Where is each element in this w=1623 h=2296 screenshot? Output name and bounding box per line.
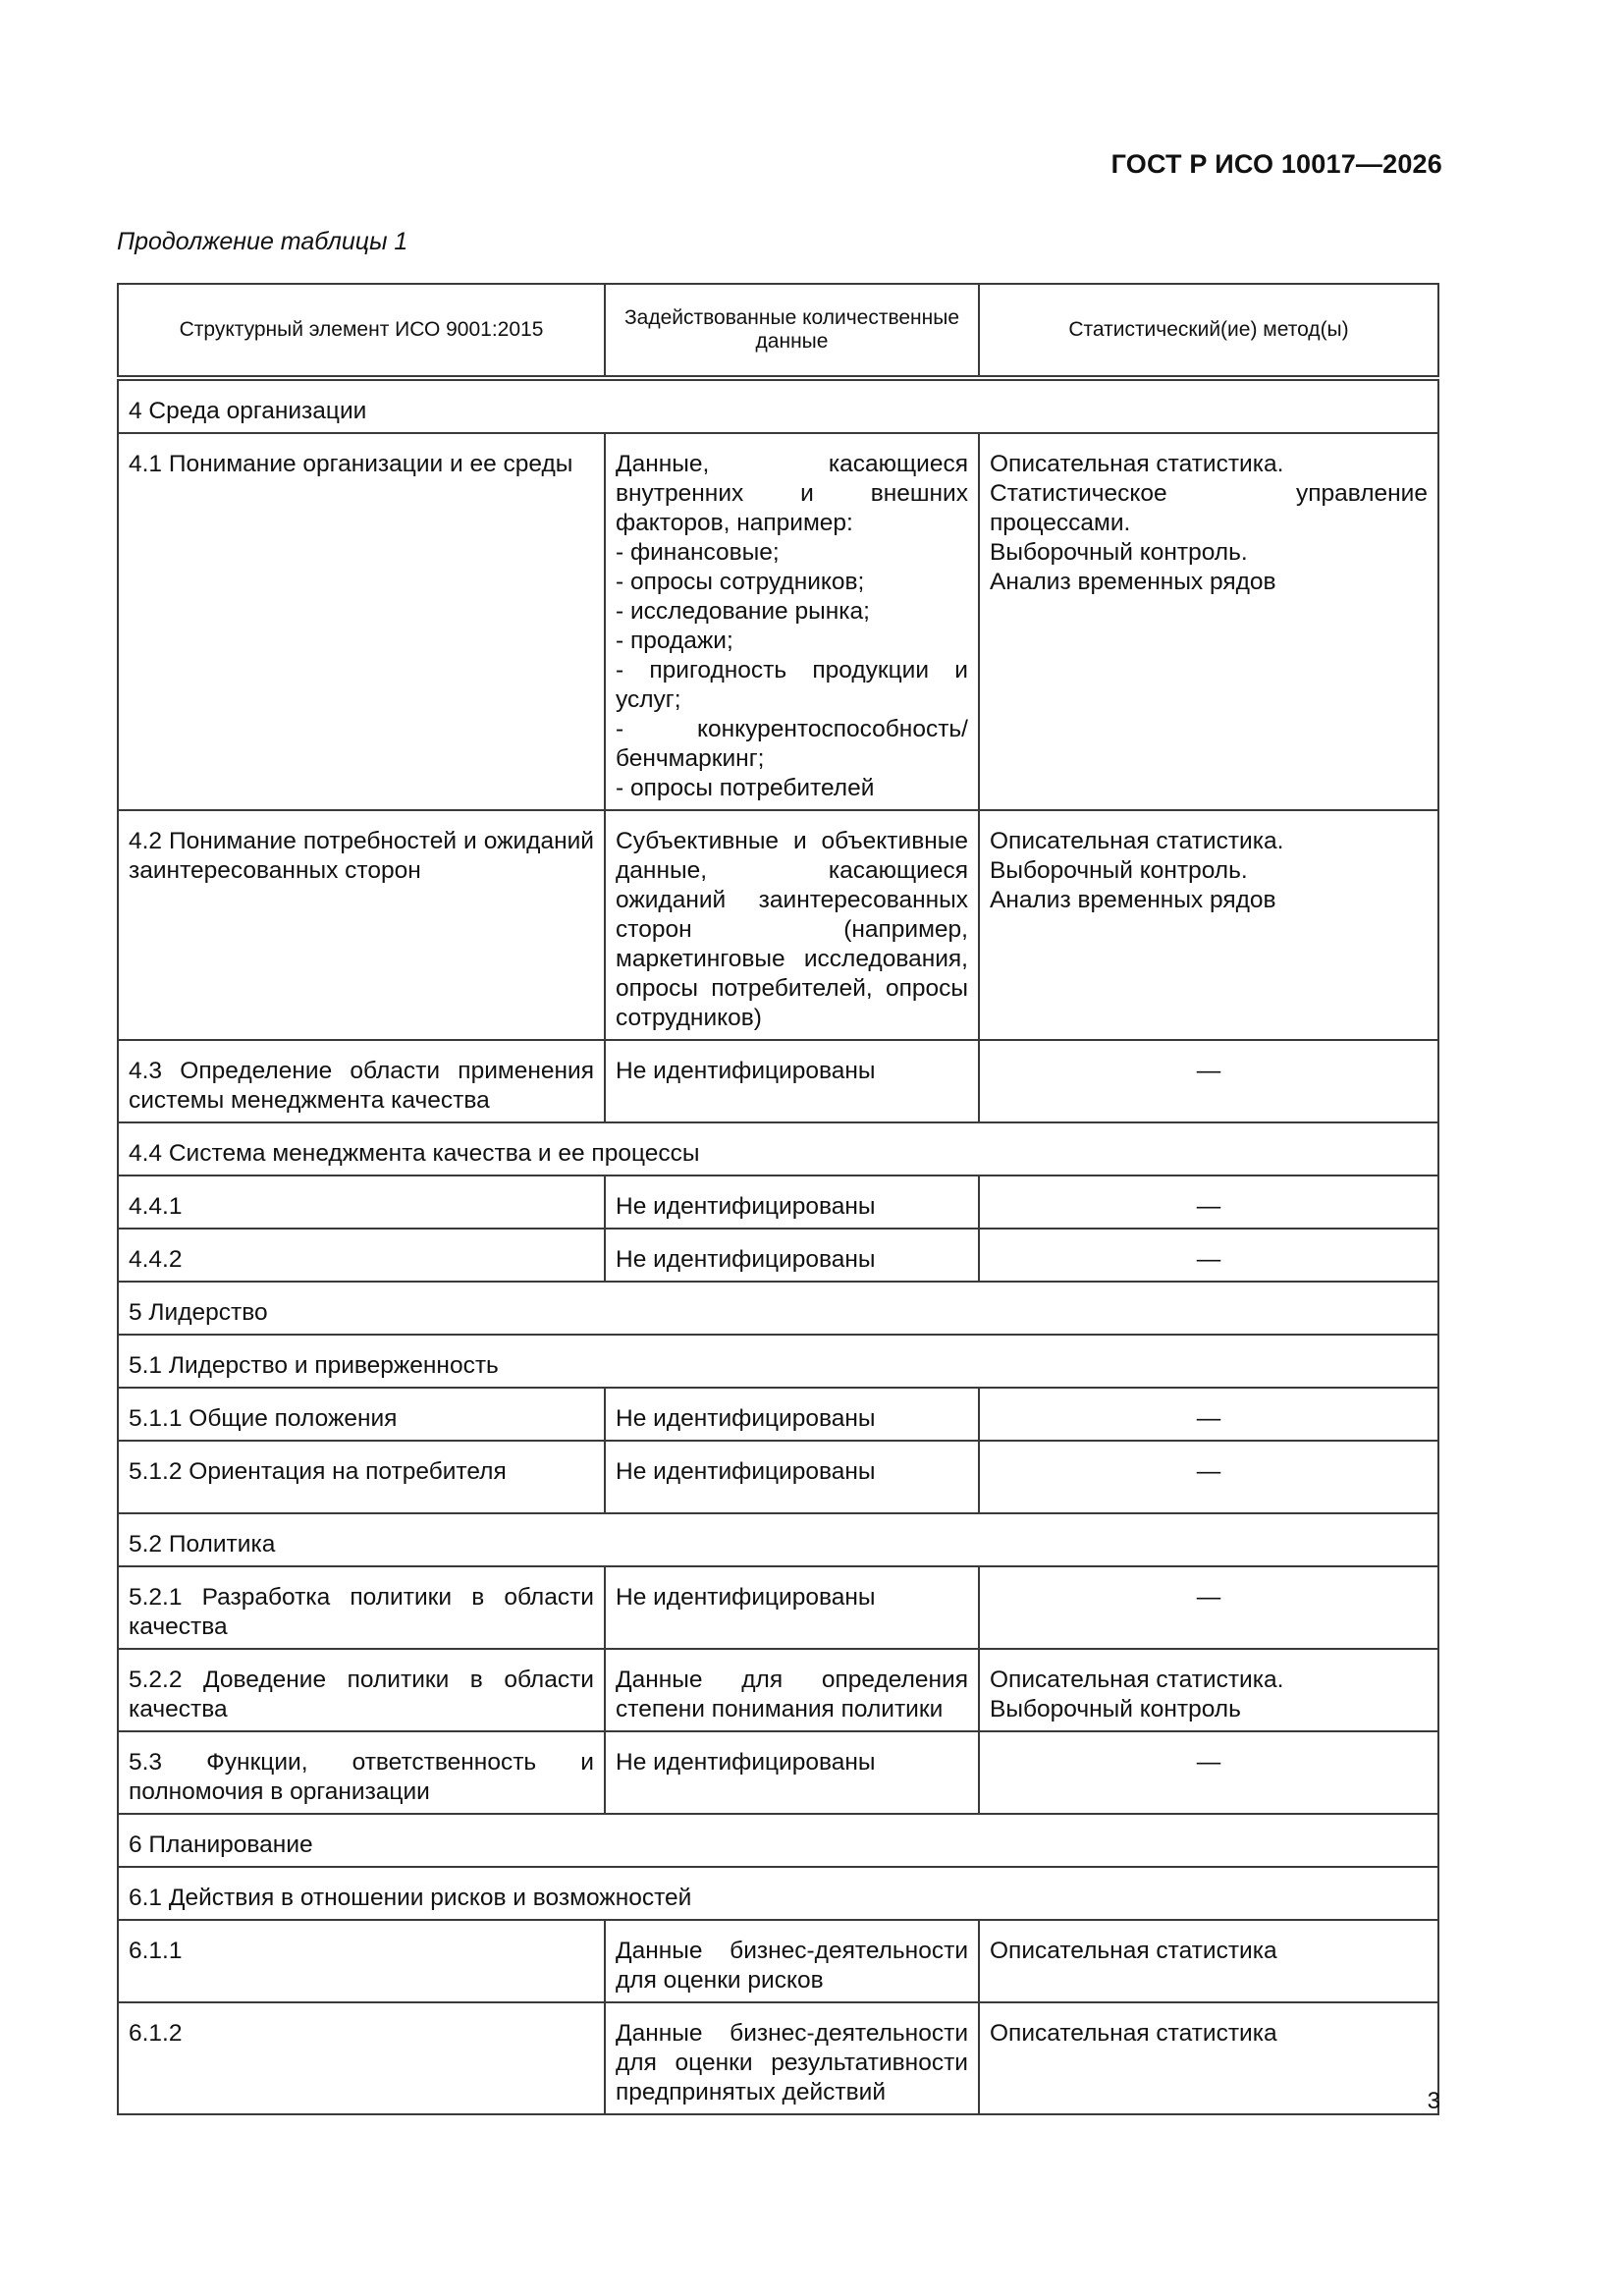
section-row <box>118 1282 1438 1335</box>
data-cell <box>605 1566 979 1649</box>
element-cell: 5.1.1 Общие положения <box>118 1388 605 1441</box>
element-cell: 4.2 Понимание потребностей и ожиданий заинтересованных сторон <box>118 810 605 1040</box>
data-cell <box>605 1175 979 1229</box>
method-line: Выборочный контроль. <box>990 539 1248 566</box>
column-header-element: Структурный элемент ИСО 9001:2015 <box>118 284 605 378</box>
section-row <box>118 1867 1438 1920</box>
empty-dash: — <box>1196 1749 1221 1776</box>
table-row <box>118 1175 1438 1229</box>
document-code: ГОСТ Р ИСО 10017—2026 <box>1110 149 1442 179</box>
empty-dash: — <box>1196 1584 1221 1611</box>
data-line: - опросы сотрудников; <box>616 569 865 595</box>
section-title: 5.2 Политика <box>118 1513 1438 1566</box>
element-cell: 5.2.1 Разработка политики в области качества <box>118 1566 605 1649</box>
data-line: - исследование рынка; <box>616 598 870 625</box>
method-line: Описательная статистика. <box>990 828 1284 854</box>
data-line: Данные для определения степени понимания политики <box>616 1667 968 1722</box>
method-line: Описательная статистика <box>990 1938 1277 1964</box>
data-cell <box>605 1920 979 2002</box>
table-row <box>118 1229 1438 1282</box>
section-row <box>118 378 1438 433</box>
method-line: Статистическое управление процессами. <box>990 480 1428 536</box>
methods-cell <box>979 433 1438 810</box>
table-row <box>118 1388 1438 1441</box>
data-line: - конкурентоспособность/ бенчмаркинг; <box>616 716 968 772</box>
section-title: 5.1 Лидерство и приверженность <box>118 1335 1438 1388</box>
element-cell: 4.3 Определение области применения системы менеджмента качества <box>118 1040 605 1122</box>
table-row <box>118 1040 1438 1122</box>
empty-dash: — <box>1196 1193 1221 1220</box>
table-row <box>118 1649 1438 1731</box>
column-header-data: Задействованные количественные данные <box>605 284 979 378</box>
section-title: 5 Лидерство <box>118 1282 1438 1335</box>
data-cell <box>605 1649 979 1731</box>
data-line: - опросы потребителей <box>616 775 875 801</box>
method-line: Описательная статистика <box>990 2020 1277 2047</box>
data-cell <box>605 1040 979 1122</box>
method-line: Выборочный контроль <box>990 1696 1241 1722</box>
data-line: - пригодность продукции и услуг; <box>616 657 968 713</box>
methods-cell <box>979 1441 1438 1513</box>
table-row <box>118 1731 1438 1814</box>
method-line: Анализ временных рядов <box>990 569 1276 595</box>
data-line: Данные бизнес-деятельности для оценки результативности предпринятых действий <box>616 2020 968 2105</box>
methods-cell <box>979 1388 1438 1441</box>
empty-dash: — <box>1196 1458 1221 1485</box>
element-cell: 6.1.2 <box>118 2002 605 2114</box>
section-title: 4.4 Система менеджмента качества и ее процессы <box>118 1122 1438 1175</box>
data-line: Не идентифицированы <box>616 1058 876 1084</box>
data-line: Субъективные и объективные данные, касающиеся ожиданий заинтересованных сторон (например, маркетинговые исследования, опросы потребителей, опросы сотрудников) <box>616 828 968 1031</box>
section-row <box>118 1335 1438 1388</box>
table-header-row <box>118 284 1438 378</box>
data-cell <box>605 433 979 810</box>
data-cell <box>605 1731 979 1814</box>
element-cell: 5.3 Функции, ответственность и полномочия в организации <box>118 1731 605 1814</box>
table-row <box>118 1441 1438 1513</box>
section-title: 6 Планирование <box>118 1814 1438 1867</box>
table-row <box>118 2002 1438 2114</box>
methods-cell <box>979 1731 1438 1814</box>
method-line: Описательная статистика. <box>990 1667 1284 1693</box>
element-cell: 6.1.1 <box>118 1920 605 2002</box>
empty-dash: — <box>1196 1405 1221 1432</box>
methods-cell <box>979 1229 1438 1282</box>
section-row <box>118 1814 1438 1867</box>
table-row <box>118 433 1438 810</box>
data-line: Данные бизнес-деятельности для оценки рисков <box>616 1938 968 1994</box>
empty-dash: — <box>1196 1058 1221 1084</box>
data-cell <box>605 1229 979 1282</box>
methods-cell <box>979 1566 1438 1649</box>
table-row <box>118 1920 1438 2002</box>
column-header-methods: Статистический(ие) метод(ы) <box>979 284 1438 378</box>
data-line: Не идентифицированы <box>616 1246 876 1273</box>
methods-cell <box>979 1920 1438 2002</box>
section-row <box>118 1513 1438 1566</box>
statistical-methods-table <box>117 283 1439 2115</box>
methods-cell <box>979 1040 1438 1122</box>
method-line: Анализ временных рядов <box>990 887 1276 913</box>
data-cell <box>605 810 979 1040</box>
method-line: Описательная статистика. <box>990 451 1284 477</box>
data-line: Не идентифицированы <box>616 1405 876 1432</box>
method-line: Выборочный контроль. <box>990 857 1248 884</box>
element-cell: 5.1.2 Ориентация на потребителя <box>118 1441 605 1513</box>
methods-cell <box>979 810 1438 1040</box>
table-row <box>118 810 1438 1040</box>
data-line: - финансовые; <box>616 539 780 566</box>
data-line: Не идентифицированы <box>616 1749 876 1776</box>
table-row <box>118 1566 1438 1649</box>
methods-cell <box>979 1175 1438 1229</box>
data-line: - продажи; <box>616 628 733 654</box>
page-number: 3 <box>1427 2088 1440 2114</box>
empty-dash: — <box>1196 1246 1221 1273</box>
data-line: Данные, касающиеся внутренних и внешних факторов, например: <box>616 451 968 536</box>
data-line: Не идентифицированы <box>616 1584 876 1611</box>
element-cell: 4.1 Понимание организации и ее среды <box>118 433 605 810</box>
element-cell: 5.2.2 Доведение политики в области качества <box>118 1649 605 1731</box>
data-cell <box>605 1388 979 1441</box>
section-row <box>118 1122 1438 1175</box>
data-cell <box>605 2002 979 2114</box>
element-cell: 4.4.1 <box>118 1175 605 1229</box>
element-cell: 4.4.2 <box>118 1229 605 1282</box>
data-cell <box>605 1441 979 1513</box>
data-line: Не идентифицированы <box>616 1458 876 1485</box>
data-line: Не идентифицированы <box>616 1193 876 1220</box>
section-title: 6.1 Действия в отношении рисков и возможностей <box>118 1867 1438 1920</box>
methods-cell <box>979 2002 1438 2114</box>
table-caption: Продолжение таблицы 1 <box>117 228 408 255</box>
table-body <box>118 378 1438 2114</box>
methods-cell <box>979 1649 1438 1731</box>
section-title: 4 Среда организации <box>118 378 1438 433</box>
